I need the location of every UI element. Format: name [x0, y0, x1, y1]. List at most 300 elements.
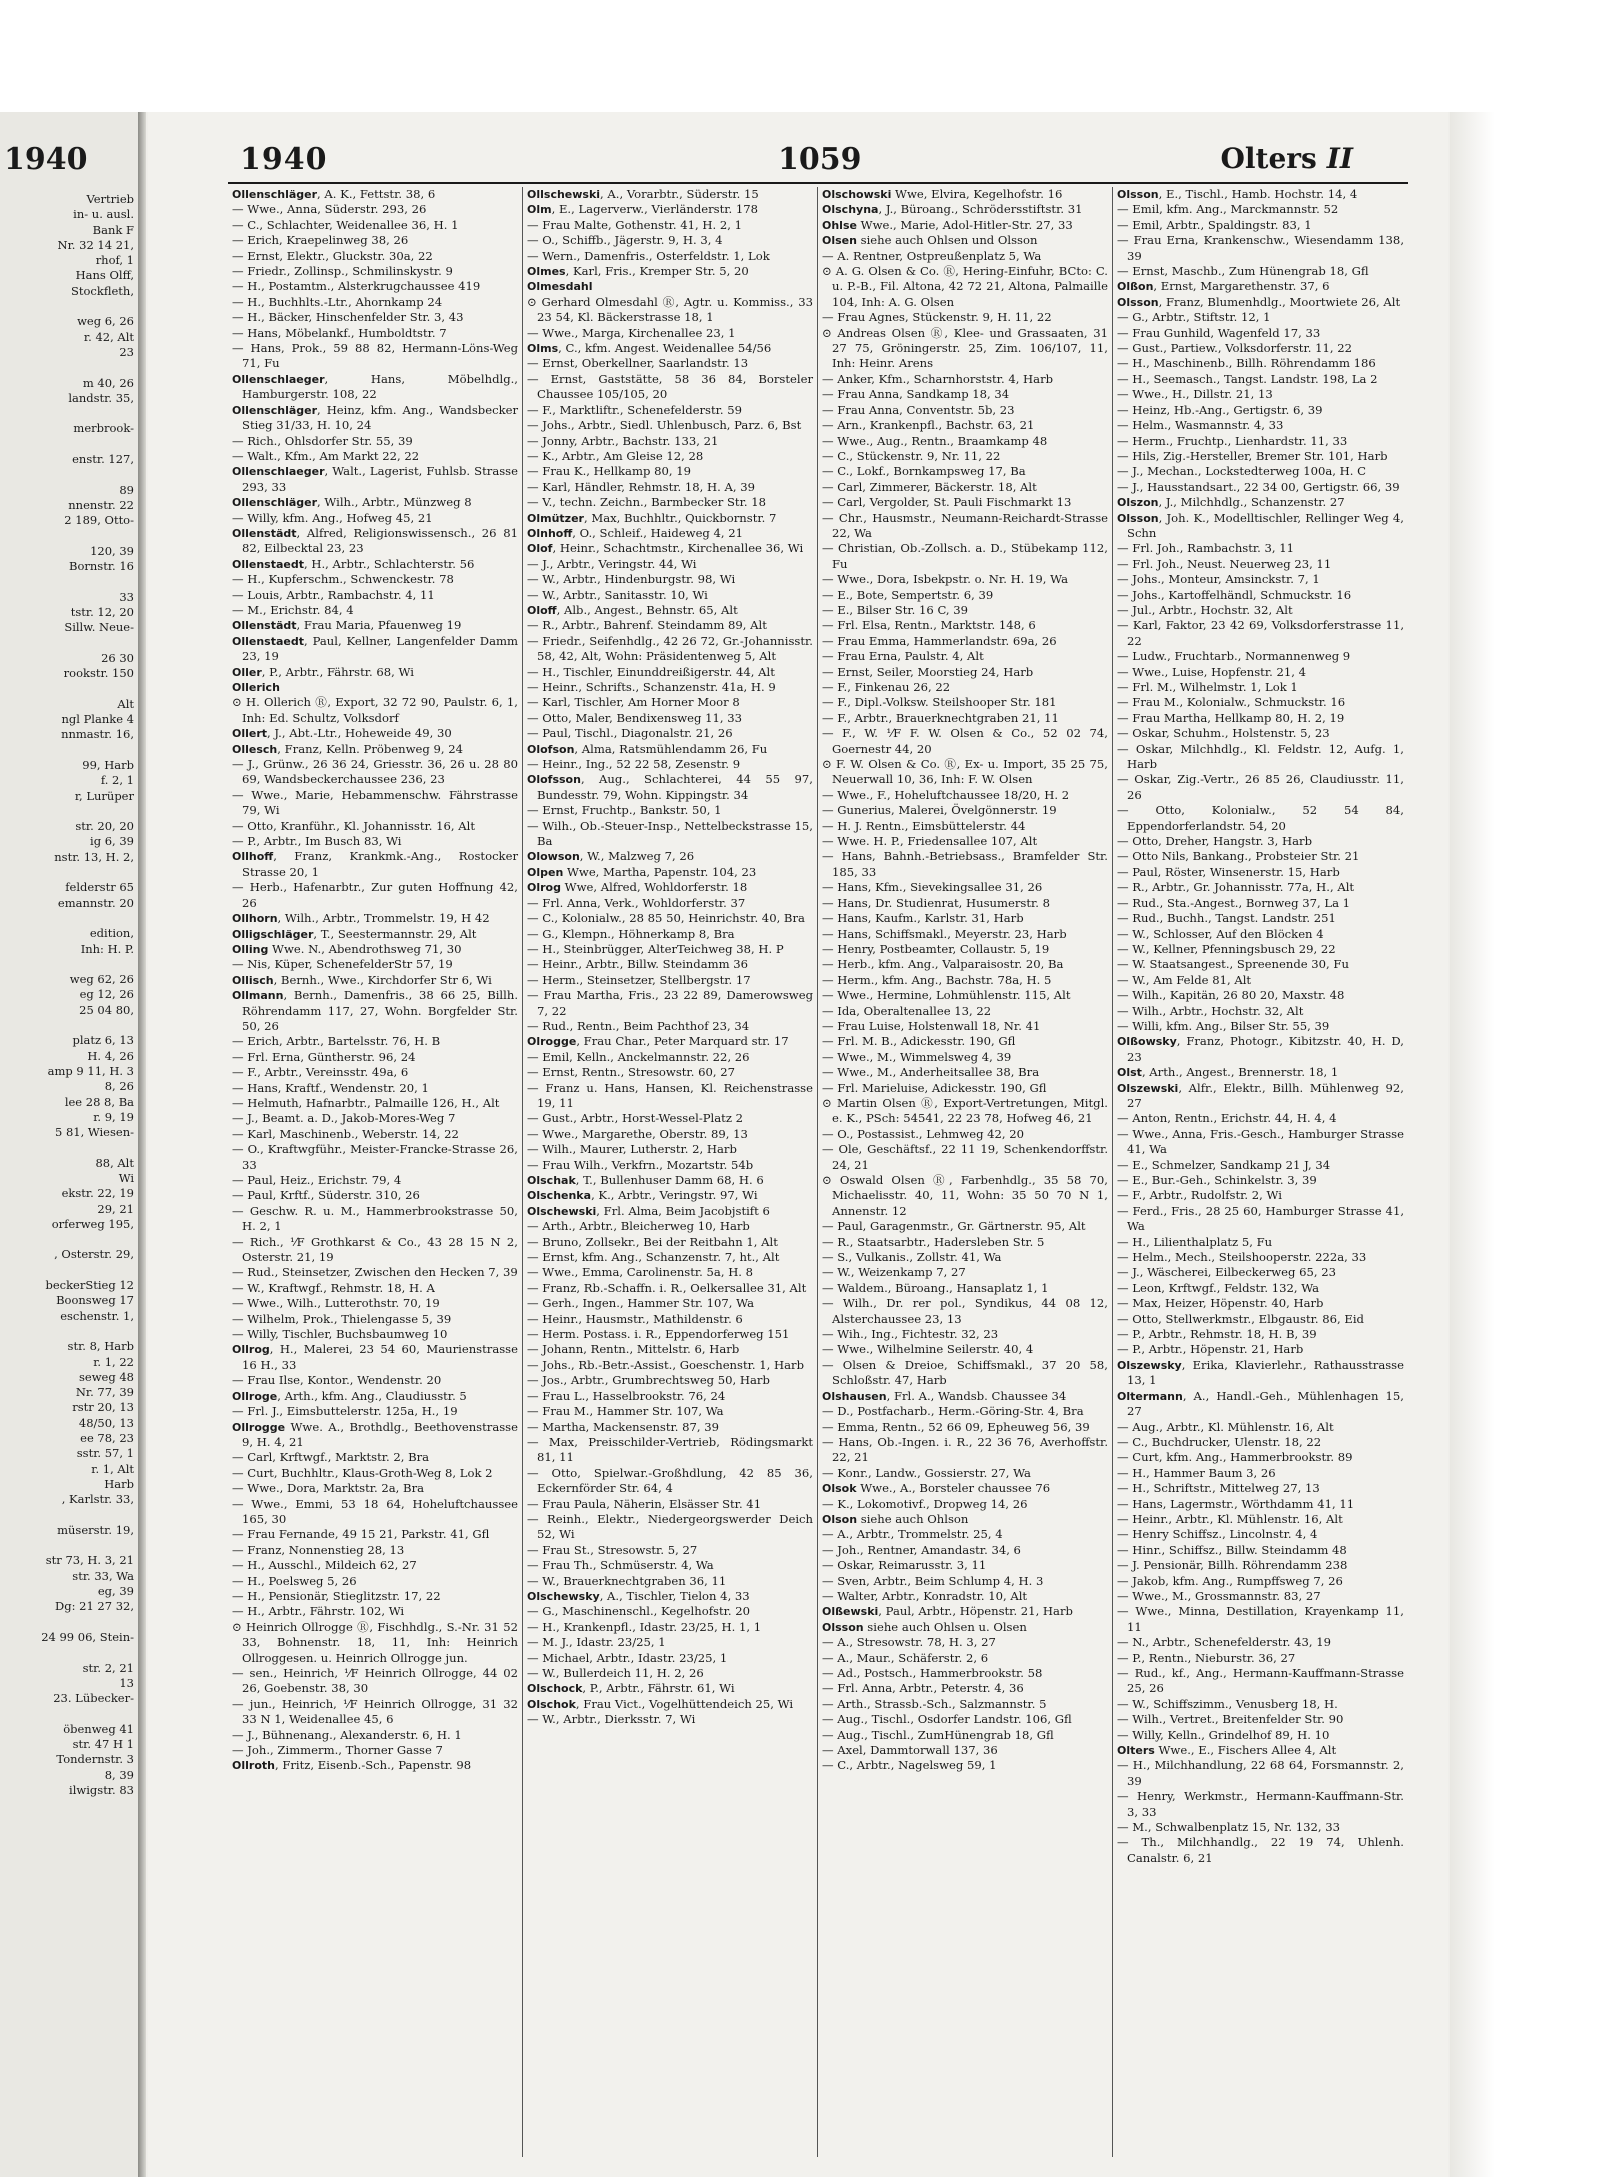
directory-entry [1117, 711, 1404, 726]
directory-entry [822, 634, 1108, 649]
entry-text: — H., Seemasch., Tangst. Landstr. 198, La 2 [1117, 371, 1378, 386]
entry-text: Wwe, Elvira, Kegelhofstr. 16 [891, 187, 1063, 201]
entry-text: — Ernst, Oberkellner, Saarlandstr. 13 [527, 356, 749, 371]
directory-entry [232, 1081, 518, 1096]
directory-entry [527, 1188, 813, 1203]
entry-text: — Willy, Tischler, Buchsbaumweg 10 [232, 1327, 448, 1342]
directory-entry [822, 588, 1108, 603]
directory-entry [1117, 1666, 1404, 1697]
directory-entry [527, 1589, 813, 1604]
entry-text: — Max, Heizer, Höpenstr. 40, Harb [1117, 1296, 1324, 1311]
entry-text: — Johs., Arbtr., Siedl. Uhlenbusch, Parz. 6, Bst [527, 418, 802, 433]
directory-entry [232, 310, 518, 325]
entry-surname: Olsson [822, 1620, 864, 1634]
directory-entry [822, 1081, 1108, 1096]
entry-text: — F., W. ⅟F F. W. Olsen & Co., 52 02 74, Goernestr 44, 20 [822, 726, 1108, 756]
directory-entry [527, 1435, 813, 1466]
directory-entry [822, 603, 1108, 618]
entry-text: — Heinr., Arbtr., Kl. Mühlenstr. 16, Alt [1117, 1511, 1343, 1526]
directory-entry [1117, 310, 1404, 325]
directory-entry [1117, 1589, 1404, 1604]
entry-text: — Nis, Küper, SchenefelderStr 57, 19 [232, 957, 453, 972]
left-page-line [0, 467, 138, 482]
entry-text: — Rich., ⅟F Grothkarst & Co., 43 28 15 N 2, Osterstr. 21, 19 [232, 1234, 518, 1265]
entry-text: — Frl. Anna, Verk., Wohldorferstr. 37 [527, 895, 746, 910]
directory-entry [1117, 988, 1404, 1003]
entry-surname: Olshausen [822, 1389, 887, 1403]
entry-text: — O., Postassist., Lehmweg 42, 20 [822, 1126, 1025, 1141]
directory-entry [822, 264, 1108, 310]
directory-entry [527, 1404, 813, 1419]
entry-text: — W., Bullerdeich 11, H. 2, 26 [527, 1666, 704, 1680]
directory-entry [1117, 1327, 1404, 1342]
entry-surname: Ollisch [232, 973, 274, 987]
left-page-line: 120, 39 [90, 543, 134, 558]
entry-text: — Ludw., Fruchtarb., Normannenweg 9 [1117, 649, 1351, 664]
directory-entry [822, 1574, 1108, 1589]
entry-text: — H., Bäcker, Hinschenfelder Str. 3, 43 [232, 310, 464, 325]
entry-text: , T., Bullenhuser Damm 68, H. 6 [575, 1173, 764, 1187]
entry-text: — F., Dipl.-Volksw. Steilshooper Str. 181 [822, 695, 1057, 710]
left-page-line: Tondernstr. 3 [56, 1752, 134, 1767]
directory-entry [527, 326, 813, 341]
left-page-line [0, 1706, 138, 1721]
entry-text: — Rud., Buchh., Tangst. Landstr. 251 [1117, 911, 1336, 926]
entry-text: — Paul, Garagenmstr., Gr. Gärtnerstr. 95, Alt [822, 1219, 1086, 1234]
directory-entry [527, 680, 813, 695]
directory-entry [232, 588, 518, 603]
entry-text: — Rud., Steinsetzer, Zwischen den Hecken 7, 39 [232, 1265, 518, 1280]
left-page-line: f. 2, 1 [100, 773, 134, 788]
entry-text: — Johs., Rb.-Betr.-Assist., Goeschenstr. 1, Harb [527, 1357, 805, 1372]
directory-entry [232, 1373, 518, 1388]
entry-text: , Heinr., Schachtmstr., Kirchenallee 36, Wi [552, 541, 804, 556]
directory-entry [822, 1497, 1108, 1512]
entry-text: — K., Arbtr., Am Gleise 12, 28 [527, 448, 704, 463]
entry-text: — Wwe., Emmi, 53 18 64, Hoheluftchaussee 165, 30 [232, 1496, 518, 1526]
entry-text: , Franz, Kelln. Pröbenweg 9, 24 [277, 741, 464, 756]
entry-surname: Olmes [527, 265, 566, 279]
directory-entry [527, 372, 813, 403]
left-page-line: emannstr. 20 [57, 895, 134, 910]
entry-text: — S., Vulkanis., Zollstr. 41, Wa [822, 1250, 1002, 1265]
entry-text: — R., Arbtr., Bahrenf. Steindamm 89, Alt [527, 618, 767, 633]
directory-entry [527, 418, 813, 433]
left-page-line: amp 9 11, H. 3 [47, 1063, 134, 1078]
entry-surname: Ollhorn [232, 912, 278, 926]
entry-text: — E., Schmelzer, Sandkamp 21 J, 34 [1117, 1157, 1331, 1172]
entry-text: Wwe. N., Abendrothsweg 71, 30 [268, 941, 462, 956]
left-page-line [0, 1140, 138, 1155]
directory-entry [232, 1743, 518, 1758]
left-page-line: rhof, 1 [95, 253, 134, 268]
entry-text: — Wwe., F., Hoheluftchaussee 18/20, H. 2 [822, 787, 1070, 802]
directory-entry [232, 849, 518, 880]
directory-entry [822, 1543, 1108, 1558]
entry-text: — Wwe., M., Grossmannstr. 83, 27 [1117, 1588, 1321, 1603]
entry-surname: Olters [1117, 1744, 1155, 1758]
entry-text: — Erich, Kraepelinweg 38, 26 [232, 233, 409, 248]
entry-text: — Herm., kfm. Ang., Bachstr. 78a, H. 5 [822, 972, 1052, 987]
entry-text: — Ernst, kfm. Ang., Schanzenstr. 7, ht., Alt [527, 1250, 780, 1265]
entry-text: , Alma, Ratsmühlendamm 26, Fu [574, 741, 768, 756]
directory-entry [527, 1081, 813, 1112]
entry-text: — Anton, Rentn., Erichstr. 44, H. 4, 4 [1117, 1111, 1337, 1126]
directory-entry [232, 1497, 518, 1528]
entry-text: — Walt., Kfm., Am Markt 22, 22 [232, 448, 420, 463]
entry-text: — Wwe., Aug., Rentn., Braamkamp 48 [822, 433, 1048, 448]
entry-text: — Willy, kfm. Ang., Hofweg 45, 21 [232, 510, 433, 525]
directory-entry [822, 1481, 1108, 1496]
directory-entry [822, 973, 1108, 988]
entry-text: — Wih., Ing., Fichtestr. 32, 23 [822, 1327, 999, 1342]
left-page-line: 24 99 06, Stein- [41, 1629, 134, 1644]
directory-entry [527, 1142, 813, 1157]
directory-entry [1117, 511, 1404, 542]
entry-text: — C., Stückenstr. 9, Nr. 11, 22 [822, 448, 1001, 463]
left-page-line [0, 1018, 138, 1033]
entry-text: , Ernst, Margarethenstr. 37, 6 [1153, 279, 1330, 294]
entry-text: — Geschw. R. u. M., Hammerbrookstrasse 50, H. 2, 1 [232, 1203, 518, 1234]
directory-entry [232, 1204, 518, 1235]
entry-text: — W., Kraftwgf., Rehmstr. 18, H. A [232, 1280, 435, 1295]
directory-entry [232, 1096, 518, 1111]
entry-surname: Ollesch [232, 742, 278, 756]
directory-entry [527, 880, 813, 895]
directory-entry [527, 356, 813, 371]
entry-text: — Frau M., Kolonialw., Schmuckstr. 16 [1117, 695, 1346, 710]
directory-entry [1117, 1543, 1404, 1558]
entry-text: — Rud., Sta.-Angest., Bornweg 37, La 1 [1117, 895, 1351, 910]
entry-text: , C., kfm. Angest. Weidenallee 54/56 [558, 341, 772, 356]
entry-text: — Martha, Mackensenstr. 87, 39 [527, 1419, 720, 1434]
directory-entry [822, 911, 1108, 926]
entry-text: — H., Tischler, Einunddreißigerstr. 44, Alt [527, 664, 775, 679]
directory-entry [1117, 1420, 1404, 1435]
entry-text: , A. K., Fettstr. 38, 6 [317, 187, 436, 201]
directory-entry [822, 649, 1108, 664]
directory-entry [1117, 957, 1404, 972]
directory-entry [822, 541, 1108, 572]
left-page-line [0, 406, 138, 421]
directory-entry [232, 511, 518, 526]
entry-text: — Carl, Vergolder, St. Pauli Fischmarkt 13 [822, 495, 1072, 510]
directory-entry [1117, 1204, 1404, 1235]
directory-entry [822, 1342, 1108, 1357]
directory-entry [527, 1373, 813, 1388]
entry-text: — Gust., Partiew., Volksdorferstr. 11, 22 [1117, 341, 1352, 356]
entry-text: — Carl, Zimmerer, Bäckerstr. 18, Alt [822, 479, 1037, 494]
directory-entry [232, 618, 518, 633]
entry-text: — Wilhelm, Prok., Thielengasse 5, 39 [232, 1311, 452, 1326]
entry-text: — H., Arbtr., Fährstr. 102, Wi [232, 1604, 405, 1619]
left-page-line: 99, Harb [82, 757, 134, 772]
entry-text: — Ferd., Fris., 28 25 60, Hamburger Strasse 41, Wa [1117, 1203, 1404, 1234]
directory-entry [527, 803, 813, 818]
directory-entry [527, 1158, 813, 1173]
directory-entry [232, 1327, 518, 1342]
entry-text: , Max, Buchhltr., Quickbornstr. 7 [583, 510, 777, 525]
directory-entry [1117, 356, 1404, 371]
entry-text: — Frl. M., Wilhelmstr. 1, Lok 1 [1117, 680, 1298, 694]
directory-entry [527, 1512, 813, 1543]
entry-text: — E., Bilser Str. 16 C, 39 [822, 602, 969, 617]
entry-text: — W., Arbtr., Hindenburgstr. 98, Wi [527, 572, 736, 587]
entry-surname: Olschowski [822, 188, 892, 201]
entry-text: — Arth., Strassb.-Sch., Salzmannstr. 5 [822, 1696, 1047, 1711]
entry-surname: Olszewski [1117, 1081, 1179, 1095]
left-page-line: 25 04 80, [79, 1002, 134, 1017]
entry-text: — W., Schlosser, Auf den Blöcken 4 [1117, 926, 1324, 941]
entry-text: — Emma, Rentn., 52 66 09, Epheuweg 56, 39 [822, 1419, 1090, 1434]
left-page-line: ekstr. 22, 19 [61, 1186, 134, 1201]
entry-surname: Ollrog [232, 1343, 270, 1357]
directory-entry [527, 480, 813, 495]
directory-entry [527, 1111, 813, 1126]
directory-entry [822, 1697, 1108, 1712]
directory-entry [822, 803, 1108, 818]
entry-text: — Henry, Werkmstr., Hermann-Kauffmann-Str. 3, 33 [1117, 1789, 1404, 1819]
entry-text: — A., Maur., Schäferstr. 2, 6 [822, 1650, 989, 1665]
entry-text: , Wilh., Arbtr., Münzweg 8 [317, 495, 472, 510]
directory-entry [1117, 742, 1404, 773]
entry-text: — Jos., Arbtr., Grumbrechtsweg 50, Harb [527, 1373, 770, 1388]
entry-text: — Wilh., Arbtr., Hochstr. 32, Alt [1117, 1003, 1304, 1018]
left-page-line: H. 4, 26 [87, 1048, 134, 1063]
entry-text: , P., Arbtr., Fährstr. 61, Wi [582, 1681, 735, 1696]
directory-entry [232, 1312, 518, 1327]
left-page-line [0, 529, 138, 544]
directory-entry [527, 187, 813, 202]
directory-entry [527, 1497, 813, 1512]
entry-text: — Franz, Rb.-Schaffn. i. R., Oelkersallee 31, Alt [527, 1280, 807, 1295]
entry-surname: Oltermann [1117, 1389, 1183, 1403]
entry-text: — Aug., Tischl., Osdorfer Landstr. 106, Gfl [822, 1712, 1072, 1727]
entry-text: — N., Arbtr., Schenefelderstr. 43, 19 [1117, 1635, 1331, 1650]
directory-entry [232, 1404, 518, 1419]
directory-entry [527, 927, 813, 942]
entry-text: — G., Arbtr., Stiftstr. 12, 1 [1117, 310, 1271, 325]
directory-entry [232, 942, 518, 957]
entry-text: — W., Brauerknechtgraben 36, 11 [527, 1573, 727, 1588]
directory-entry [1117, 834, 1404, 849]
directory-entry [232, 1466, 518, 1481]
directory-entry [1117, 1342, 1404, 1357]
directory-entry [1117, 1312, 1404, 1327]
left-page-line: , Karlstr. 33, [61, 1492, 134, 1507]
directory-entry [822, 1635, 1108, 1650]
directory-entry [232, 1050, 518, 1065]
entry-text: — Curt, kfm. Ang., Hammerbrookstr. 89 [1117, 1450, 1353, 1465]
directory-entry [527, 896, 813, 911]
entry-text: — Johann, Rentn., Mittelstr. 6, Harb [527, 1342, 740, 1357]
entry-text: — G., Klempn., Höhnerkamp 8, Bra [527, 926, 735, 941]
entry-text: — Otto, Kolonialw., 52 54 84, Eppendorferlandstr. 54, 20 [1117, 803, 1404, 833]
directory-entry [232, 1173, 518, 1188]
entry-text: — Rud., Rentn., Beim Pachthof 23, 34 [527, 1018, 750, 1033]
entry-text: — C., Buchdrucker, Ulenstr. 18, 22 [1117, 1434, 1322, 1449]
entry-text: — Arth., Arbtr., Bleicherweg 10, Harb [527, 1219, 750, 1234]
entry-text: — Gust., Arbtr., Horst-Wessel-Platz 2 [527, 1111, 743, 1126]
entry-text: — Reinh., Elektr., Niedergeorgswerder Deich 52, Wi [527, 1511, 813, 1542]
directory-entry [232, 1589, 518, 1604]
entry-surname: Ollmann [232, 989, 284, 1003]
directory-entry [1117, 1034, 1404, 1065]
directory-entry [1117, 1651, 1404, 1666]
directory-entry [232, 1697, 518, 1728]
directory-entry [1117, 557, 1404, 572]
entry-text: Wwe. A., Brothdlg., Beethovenstrasse 9, H. 4, 21 [242, 1419, 518, 1449]
entry-text: — W., Weizenkamp 7, 27 [822, 1265, 966, 1280]
left-page-line [0, 957, 138, 972]
directory-entry [1117, 1435, 1404, 1450]
directory-entry [232, 1420, 518, 1451]
entry-text: — Herm., Steinsetzer, Stellbergstr. 17 [527, 972, 751, 987]
directory-entry [1117, 880, 1404, 895]
entry-text: — Leon, Krftwgf., Feldstr. 132, Wa [1117, 1280, 1320, 1295]
entry-text: — Wilh., Dr. rer pol., Syndikus, 44 08 12, Alsterchaussee 23, 13 [822, 1296, 1108, 1326]
left-page-line [0, 1263, 138, 1278]
entry-surname: Ollenstädt [232, 526, 297, 540]
directory-entry [822, 1620, 1108, 1635]
entry-surname: Olsen [822, 234, 857, 248]
directory-entry [232, 1265, 518, 1280]
book-spread [0, 112, 1600, 2177]
left-page-line [0, 804, 138, 819]
entry-text: — Helm., Mech., Steilshooperstr. 222a, 33 [1117, 1250, 1367, 1265]
directory-entry [527, 742, 813, 757]
entry-text: — Frau Martha, Fris., 23 22 89, Damerowsweg 7, 22 [527, 988, 813, 1018]
directory-entry [1117, 695, 1404, 710]
directory-entry [527, 1342, 813, 1357]
directory-entry [232, 372, 518, 403]
entry-surname: Olrogge [527, 1035, 577, 1049]
directory-entry [822, 1420, 1108, 1435]
left-page-line: edition, [89, 926, 134, 941]
directory-entry [822, 1019, 1108, 1034]
directory-column-3 [818, 187, 1113, 2157]
entry-text: — F., Arbtr., Rudolfstr. 2, Wi [1117, 1188, 1282, 1203]
directory-entry [232, 788, 518, 819]
directory-entry [232, 1296, 518, 1311]
left-page-line [0, 1538, 138, 1553]
entry-text: — Wwe., M., Wimmelsweg 4, 39 [822, 1049, 1012, 1064]
entry-text: — Frau Wilh., Verkfrn., Mozartstr. 54b [527, 1157, 754, 1172]
entry-text: — Heinr., Schrifts., Schanzenstr. 41a, H. 9 [527, 680, 776, 694]
directory-entry [822, 711, 1108, 726]
directory-entry [527, 988, 813, 1019]
entry-text: ⊙ Oswald Olsen Ⓡ, Farbenhdlg., 35 58 70, Michaelisstr. 40, 11, Wohn: 35 50 70 N 1, Annenstr. 12 [822, 1173, 1108, 1218]
entry-text: — J., Grünw., 26 36 24, Griesstr. 36, 26 u. 28 80 69, Wandsbeckerchaussee 236, 23 [232, 757, 518, 787]
directory-entry [822, 1004, 1108, 1019]
left-page-line: str. 2, 21 [82, 1660, 134, 1675]
entry-text: , H., Malerei, 23 54 60, Maurienstrasse 16 H., 33 [242, 1342, 518, 1372]
entry-text: ⊙ F. W. Olsen & Co. Ⓡ, Ex- u. Import, 35 25 75, Neuerwall 10, 36, Inh: F. W. Olsen [822, 757, 1108, 787]
left-page-line: m 40, 26 [82, 375, 134, 390]
directory-entry [1117, 1188, 1404, 1203]
directory-entry [1117, 588, 1404, 603]
entry-surname: Olst [1117, 1066, 1142, 1080]
directory-entry [822, 218, 1108, 233]
directory-entry [822, 896, 1108, 911]
entry-text: — Wilh., Vertret., Breitenfelder Str. 90 [1117, 1712, 1344, 1727]
directory-entry [527, 1204, 813, 1219]
directory-entry [1117, 1450, 1404, 1465]
directory-entry [527, 1312, 813, 1327]
directory-entry [527, 295, 813, 326]
directory-entry [1117, 572, 1404, 587]
entry-text: — Ernst, Rentn., Stresowstr. 60, 27 [527, 1065, 735, 1080]
directory-entry [822, 572, 1108, 587]
entry-text: — H., Schriftstr., Mittelweg 27, 13 [1117, 1481, 1320, 1496]
left-page-line: platz 6, 13 [72, 1033, 134, 1048]
entry-text: — Emil, Arbtr., Spaldingstr. 83, 1 [1117, 217, 1312, 232]
entry-text: — A., Stresowstr. 78, H. 3, 27 [822, 1635, 996, 1650]
entry-surname: Olowson [527, 850, 580, 864]
directory-entry [527, 1250, 813, 1265]
directory-entry [232, 726, 518, 741]
left-page-line: r. 42, Alt [83, 329, 134, 344]
directory-entry [232, 911, 518, 926]
entry-text: , E., Tischl., Hamb. Hochstr. 14, 4 [1158, 187, 1358, 201]
directory-entry [232, 1450, 518, 1465]
directory-entry [232, 187, 518, 202]
entry-surname: Ollenschläger [232, 496, 318, 510]
directory-entry [822, 1065, 1108, 1080]
directory-entry [822, 1466, 1108, 1481]
directory-entry [1117, 772, 1404, 803]
directory-entry [527, 1296, 813, 1311]
entry-text: — Frau Ilse, Kontor., Wendenstr. 20 [232, 1373, 442, 1388]
entry-text: ⊙ Martin Olsen Ⓡ, Export-Vertretungen, Mitgl. e. K., PSch: 54541, 22 23 78, Hofweg 46, 21 [822, 1095, 1108, 1126]
entry-text: — H., Ausschl., Mildeich 62, 27 [232, 1558, 417, 1573]
entry-surname: Olsok [822, 1482, 857, 1496]
directory-entry [232, 1558, 518, 1573]
directory-entry [822, 1589, 1108, 1604]
entry-text: — Frl. Elsa, Rentn., Marktstr. 148, 6 [822, 618, 1036, 633]
left-page-line: felderstr 65 [65, 880, 134, 895]
entry-text: , Fritz, Eisenb.-Sch., Papenstr. 98 [274, 1758, 472, 1773]
directory-entry [232, 1604, 518, 1619]
entry-text: — Wwe., M., Anderheitsallee 38, Bra [822, 1065, 1040, 1080]
entry-text: — Hans, Prok., 59 88 82, Hermann-Löns-Weg 71, Fu [232, 341, 518, 371]
directory-entry [527, 973, 813, 988]
entry-text: — Wwe. H. P., Friedensallee 107, Alt [822, 834, 1038, 849]
directory-entry [822, 1358, 1108, 1389]
directory-entry [232, 695, 518, 726]
entry-text: — Frl. Joh., Rambachstr. 3, 11 [1117, 541, 1295, 556]
entry-text: — E., Bur.-Geh., Schinkelstr. 3, 39 [1117, 1173, 1317, 1187]
entry-surname: Ollroge [232, 1389, 278, 1403]
directory-entry [822, 819, 1108, 834]
entry-surname: Olmützer [527, 511, 584, 525]
directory-entry [232, 434, 518, 449]
directory-entry [1117, 1512, 1404, 1527]
entry-text: — Rud., kf., Ang., Hermann-Kauffmann-Strasse 25, 26 [1117, 1666, 1404, 1696]
directory-entry [527, 1574, 813, 1589]
directory-entry [822, 618, 1108, 633]
directory-entry [232, 1527, 518, 1542]
entry-text: — Th., Milchhandlg., 22 19 74, Uhlenh. Canalstr. 6, 21 [1117, 1835, 1404, 1865]
directory-entry [527, 618, 813, 633]
entry-text: — Heinr., Hausmstr., Mathildenstr. 6 [527, 1311, 743, 1326]
directory-page [148, 112, 1448, 2177]
directory-entry [232, 1543, 518, 1558]
entry-text: — A., Arbtr., Trommelstr. 25, 4 [822, 1527, 1003, 1542]
directory-entry [527, 1543, 813, 1558]
entry-text: — Frau M., Hammer Str. 107, Wa [527, 1404, 724, 1419]
directory-entry [1117, 1820, 1404, 1835]
